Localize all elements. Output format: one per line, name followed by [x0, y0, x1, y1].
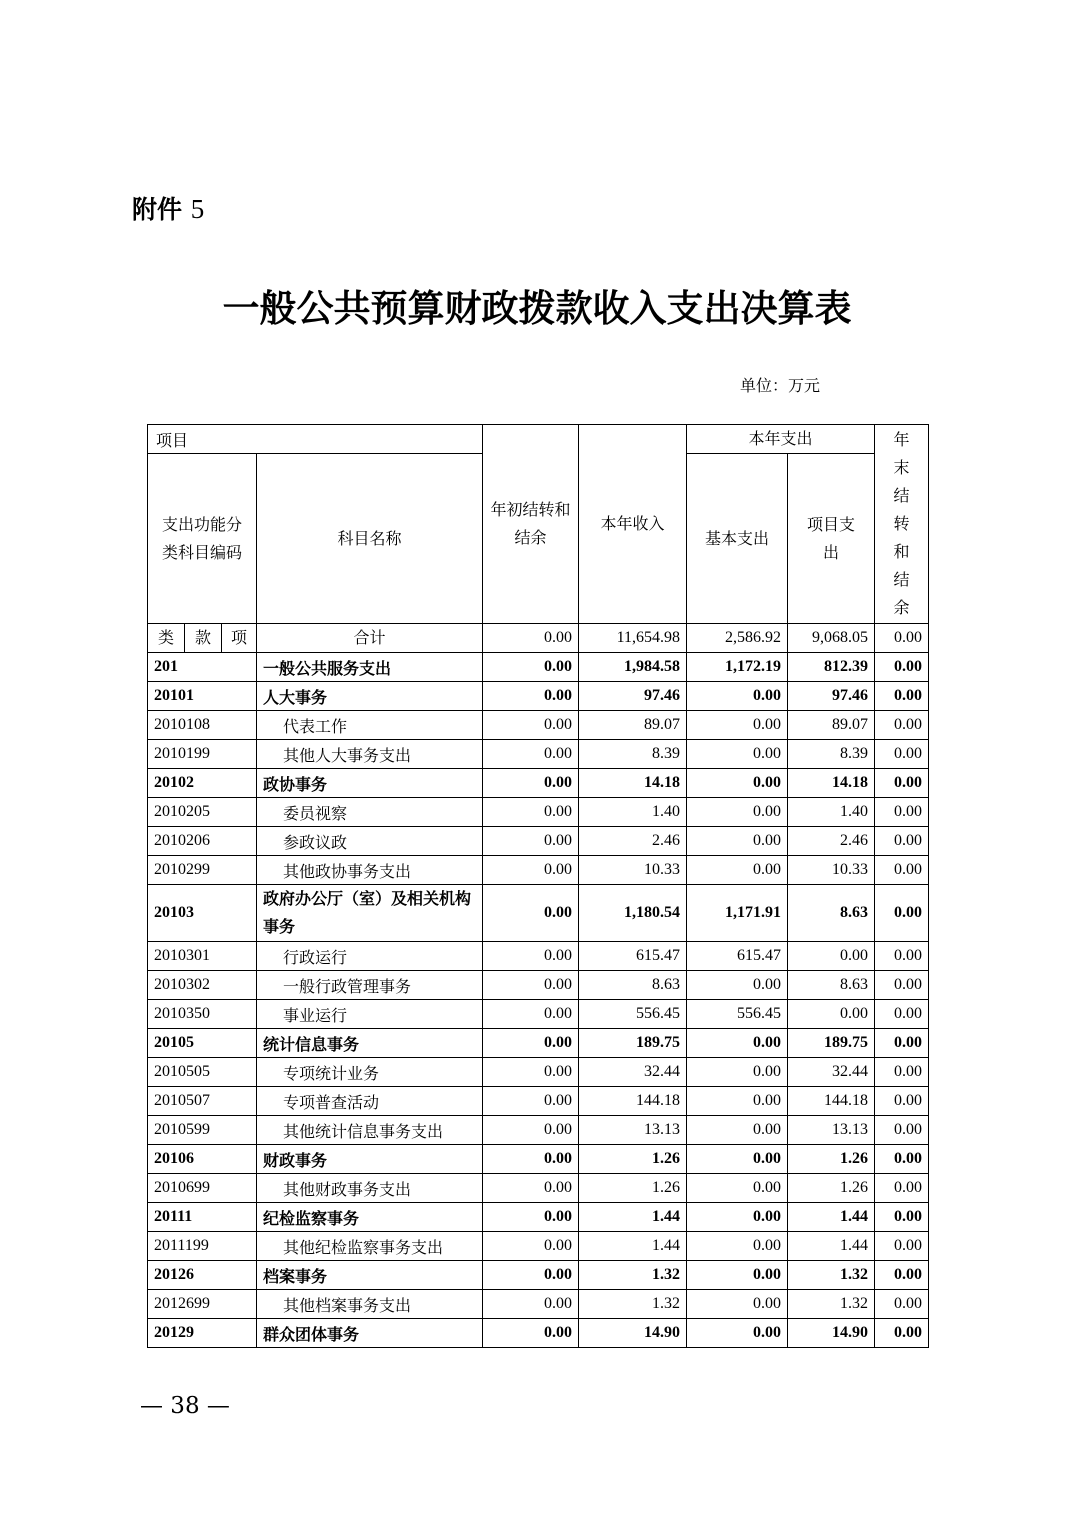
row-closing: 0.00 [875, 856, 929, 885]
table-row [148, 971, 929, 1000]
row-project: 89.07 [788, 711, 875, 740]
row-income: 14.90 [579, 1319, 687, 1348]
row-basic: 615.47 [687, 942, 788, 971]
row-opening: 0.00 [483, 798, 579, 827]
row-income: 1,180.54 [579, 885, 687, 942]
row-income: 556.45 [579, 1000, 687, 1029]
row-income: 14.18 [579, 769, 687, 798]
row-basic: 0.00 [687, 1203, 788, 1232]
table-row [148, 1116, 929, 1145]
row-basic: 0.00 [687, 740, 788, 769]
row-project: 14.18 [788, 769, 875, 798]
row-code: 20105 [148, 1029, 257, 1058]
table-row [148, 856, 929, 885]
row-project: 1.26 [788, 1174, 875, 1203]
row-basic: 0.00 [687, 1087, 788, 1116]
row-code: 20106 [148, 1145, 257, 1174]
row-name: 委员视察 [257, 798, 483, 827]
table-row [148, 942, 929, 971]
row-opening: 0.00 [483, 1261, 579, 1290]
row-basic: 0.00 [687, 1174, 788, 1203]
row-code: 20101 [148, 682, 257, 711]
table-row [148, 885, 929, 942]
table-row [148, 798, 929, 827]
row-code: 20126 [148, 1261, 257, 1290]
row-closing: 0.00 [875, 971, 929, 1000]
row-basic: 0.00 [687, 971, 788, 1000]
row-name: 人大事务 [257, 682, 483, 711]
total-opening: 0.00 [483, 624, 579, 653]
table-row [148, 1261, 929, 1290]
row-basic: 0.00 [687, 1116, 788, 1145]
table-row [148, 1058, 929, 1087]
row-project: 1.44 [788, 1232, 875, 1261]
row-basic: 0.00 [687, 1145, 788, 1174]
header-item: 项 [222, 624, 257, 653]
row-basic: 0.00 [687, 1232, 788, 1261]
row-closing: 0.00 [875, 740, 929, 769]
row-closing: 0.00 [875, 1319, 929, 1348]
row-name: 其他政协事务支出 [257, 856, 483, 885]
row-income: 97.46 [579, 682, 687, 711]
row-opening: 0.00 [483, 885, 579, 942]
row-name: 行政运行 [257, 942, 483, 971]
row-closing: 0.00 [875, 1000, 929, 1029]
row-income: 13.13 [579, 1116, 687, 1145]
row-closing: 0.00 [875, 769, 929, 798]
row-code: 2010350 [148, 1000, 257, 1029]
row-basic: 0.00 [687, 682, 788, 711]
header-section: 款 [185, 624, 222, 653]
table-row [148, 1000, 929, 1029]
row-project: 13.13 [788, 1116, 875, 1145]
table-row [148, 827, 929, 856]
row-income: 1.32 [579, 1290, 687, 1319]
row-opening: 0.00 [483, 1116, 579, 1145]
table-row [148, 1203, 929, 1232]
row-basic: 0.00 [687, 827, 788, 856]
row-closing: 0.00 [875, 1145, 929, 1174]
row-closing: 0.00 [875, 1029, 929, 1058]
row-income: 89.07 [579, 711, 687, 740]
table-row [148, 682, 929, 711]
row-opening: 0.00 [483, 1319, 579, 1348]
row-project: 812.39 [788, 653, 875, 682]
row-name: 其他财政事务支出 [257, 1174, 483, 1203]
row-basic: 0.00 [687, 1319, 788, 1348]
row-opening: 0.00 [483, 740, 579, 769]
row-opening: 0.00 [483, 1029, 579, 1058]
header-name: 科目名称 [257, 454, 483, 624]
row-name: 其他档案事务支出 [257, 1290, 483, 1319]
row-code: 2010108 [148, 711, 257, 740]
row-name: 群众团体事务 [257, 1319, 483, 1348]
row-code: 201 [148, 653, 257, 682]
row-code: 20102 [148, 769, 257, 798]
row-project: 10.33 [788, 856, 875, 885]
row-project: 8.39 [788, 740, 875, 769]
row-closing: 0.00 [875, 1058, 929, 1087]
budget-table [147, 424, 929, 1348]
row-code: 2010299 [148, 856, 257, 885]
row-opening: 0.00 [483, 971, 579, 1000]
row-closing: 0.00 [875, 711, 929, 740]
row-income: 189.75 [579, 1029, 687, 1058]
row-code: 2010505 [148, 1058, 257, 1087]
row-income: 8.39 [579, 740, 687, 769]
row-income: 144.18 [579, 1087, 687, 1116]
row-opening: 0.00 [483, 711, 579, 740]
row-code: 20129 [148, 1319, 257, 1348]
row-basic: 1,171.91 [687, 885, 788, 942]
row-project: 14.90 [788, 1319, 875, 1348]
page-title: 一般公共预算财政拨款收入支出决算表 [222, 286, 852, 330]
row-project: 8.63 [788, 971, 875, 1000]
row-project: 144.18 [788, 1087, 875, 1116]
row-name: 统计信息事务 [257, 1029, 483, 1058]
row-project: 32.44 [788, 1058, 875, 1087]
row-project: 189.75 [788, 1029, 875, 1058]
row-basic: 0.00 [687, 1290, 788, 1319]
row-basic: 0.00 [687, 711, 788, 740]
row-code: 2010205 [148, 798, 257, 827]
row-closing: 0.00 [875, 798, 929, 827]
row-basic: 556.45 [687, 1000, 788, 1029]
row-closing: 0.00 [875, 1290, 929, 1319]
row-project: 2.46 [788, 827, 875, 856]
total-name: 合计 [257, 624, 483, 653]
row-code: 2010507 [148, 1087, 257, 1116]
row-project: 1.26 [788, 1145, 875, 1174]
row-opening: 0.00 [483, 769, 579, 798]
table-row [148, 1319, 929, 1348]
row-basic: 0.00 [687, 1261, 788, 1290]
row-name: 参政议政 [257, 827, 483, 856]
row-code: 2010699 [148, 1174, 257, 1203]
row-closing: 0.00 [875, 1087, 929, 1116]
row-name: 事业运行 [257, 1000, 483, 1029]
row-income: 1.32 [579, 1261, 687, 1290]
row-closing: 0.00 [875, 827, 929, 856]
total-closing: 0.00 [875, 624, 929, 653]
row-opening: 0.00 [483, 653, 579, 682]
row-income: 8.63 [579, 971, 687, 1000]
row-basic: 0.00 [687, 856, 788, 885]
row-project: 1.32 [788, 1290, 875, 1319]
row-income: 1.26 [579, 1174, 687, 1203]
page-number: — 38 — [140, 1393, 230, 1419]
header-code: 支出功能分类科目编码 [148, 454, 257, 624]
row-closing: 0.00 [875, 885, 929, 942]
row-name: 其他统计信息事务支出 [257, 1116, 483, 1145]
header-income: 本年收入 [579, 425, 687, 624]
table-row [148, 1174, 929, 1203]
row-closing: 0.00 [875, 682, 929, 711]
table-row [148, 653, 929, 682]
row-income: 1.44 [579, 1232, 687, 1261]
header-closing-balance: 年末结转和结余 [875, 425, 929, 624]
row-code: 2010199 [148, 740, 257, 769]
row-opening: 0.00 [483, 856, 579, 885]
attachment-number: 5 [190, 194, 205, 224]
row-project: 1.32 [788, 1261, 875, 1290]
unit-label: 单位：万元 [740, 376, 821, 395]
row-project: 8.63 [788, 885, 875, 942]
row-opening: 0.00 [483, 1203, 579, 1232]
row-opening: 0.00 [483, 1000, 579, 1029]
row-basic: 1,172.19 [687, 653, 788, 682]
table-row [148, 1145, 929, 1174]
row-opening: 0.00 [483, 1174, 579, 1203]
row-name: 其他纪检监察事务支出 [257, 1232, 483, 1261]
attachment-text: 附件 [132, 195, 183, 224]
row-closing: 0.00 [875, 1174, 929, 1203]
row-opening: 0.00 [483, 682, 579, 711]
row-basic: 0.00 [687, 1058, 788, 1087]
row-name: 专项普查活动 [257, 1087, 483, 1116]
table-row [148, 1232, 929, 1261]
row-name: 专项统计业务 [257, 1058, 483, 1087]
row-project: 1.40 [788, 798, 875, 827]
row-name: 其他人大事务支出 [257, 740, 483, 769]
row-code: 2011199 [148, 1232, 257, 1261]
header-expense-group: 本年支出 [687, 425, 875, 454]
total-income: 11,654.98 [579, 624, 687, 653]
row-basic: 0.00 [687, 1029, 788, 1058]
row-income: 615.47 [579, 942, 687, 971]
row-opening: 0.00 [483, 942, 579, 971]
row-project: 97.46 [788, 682, 875, 711]
total-basic: 2,586.92 [687, 624, 788, 653]
row-name: 政府办公厅（室）及相关机构事务 [257, 885, 483, 942]
header-class: 类 [148, 624, 185, 653]
header-project-expense: 项目支出 [788, 454, 875, 624]
header-basic-expense: 基本支出 [687, 454, 788, 624]
row-name: 纪检监察事务 [257, 1203, 483, 1232]
row-closing: 0.00 [875, 1116, 929, 1145]
row-code: 2012699 [148, 1290, 257, 1319]
row-project: 1.44 [788, 1203, 875, 1232]
row-basic: 0.00 [687, 798, 788, 827]
row-opening: 0.00 [483, 1087, 579, 1116]
row-income: 1.26 [579, 1145, 687, 1174]
table-row [148, 1290, 929, 1319]
header-project: 项目 [148, 425, 483, 454]
row-income: 1.44 [579, 1203, 687, 1232]
header-opening-balance: 年初结转和结余 [483, 425, 579, 624]
row-opening: 0.00 [483, 1145, 579, 1174]
row-closing: 0.00 [875, 942, 929, 971]
row-opening: 0.00 [483, 827, 579, 856]
row-name: 档案事务 [257, 1261, 483, 1290]
row-closing: 0.00 [875, 1232, 929, 1261]
row-name: 代表工作 [257, 711, 483, 740]
row-income: 32.44 [579, 1058, 687, 1087]
table-row [148, 740, 929, 769]
row-name: 一般行政管理事务 [257, 971, 483, 1000]
total-project: 9,068.05 [788, 624, 875, 653]
attachment-label [132, 190, 204, 226]
table-row [148, 769, 929, 798]
row-name: 一般公共服务支出 [257, 653, 483, 682]
row-closing: 0.00 [875, 1203, 929, 1232]
table-row [148, 711, 929, 740]
row-code: 2010301 [148, 942, 257, 971]
row-project: 0.00 [788, 942, 875, 971]
row-income: 1.40 [579, 798, 687, 827]
row-opening: 0.00 [483, 1290, 579, 1319]
row-code: 2010302 [148, 971, 257, 1000]
row-name: 政协事务 [257, 769, 483, 798]
row-opening: 0.00 [483, 1232, 579, 1261]
row-closing: 0.00 [875, 653, 929, 682]
row-income: 2.46 [579, 827, 687, 856]
row-code: 2010599 [148, 1116, 257, 1145]
row-code: 20111 [148, 1203, 257, 1232]
row-opening: 0.00 [483, 1058, 579, 1087]
row-code: 20103 [148, 885, 257, 942]
table-row [148, 1087, 929, 1116]
row-project: 0.00 [788, 1000, 875, 1029]
row-code: 2010206 [148, 827, 257, 856]
row-closing: 0.00 [875, 1261, 929, 1290]
row-basic: 0.00 [687, 769, 788, 798]
row-name: 财政事务 [257, 1145, 483, 1174]
table-row [148, 1029, 929, 1058]
row-income: 1,984.58 [579, 653, 687, 682]
row-income: 10.33 [579, 856, 687, 885]
